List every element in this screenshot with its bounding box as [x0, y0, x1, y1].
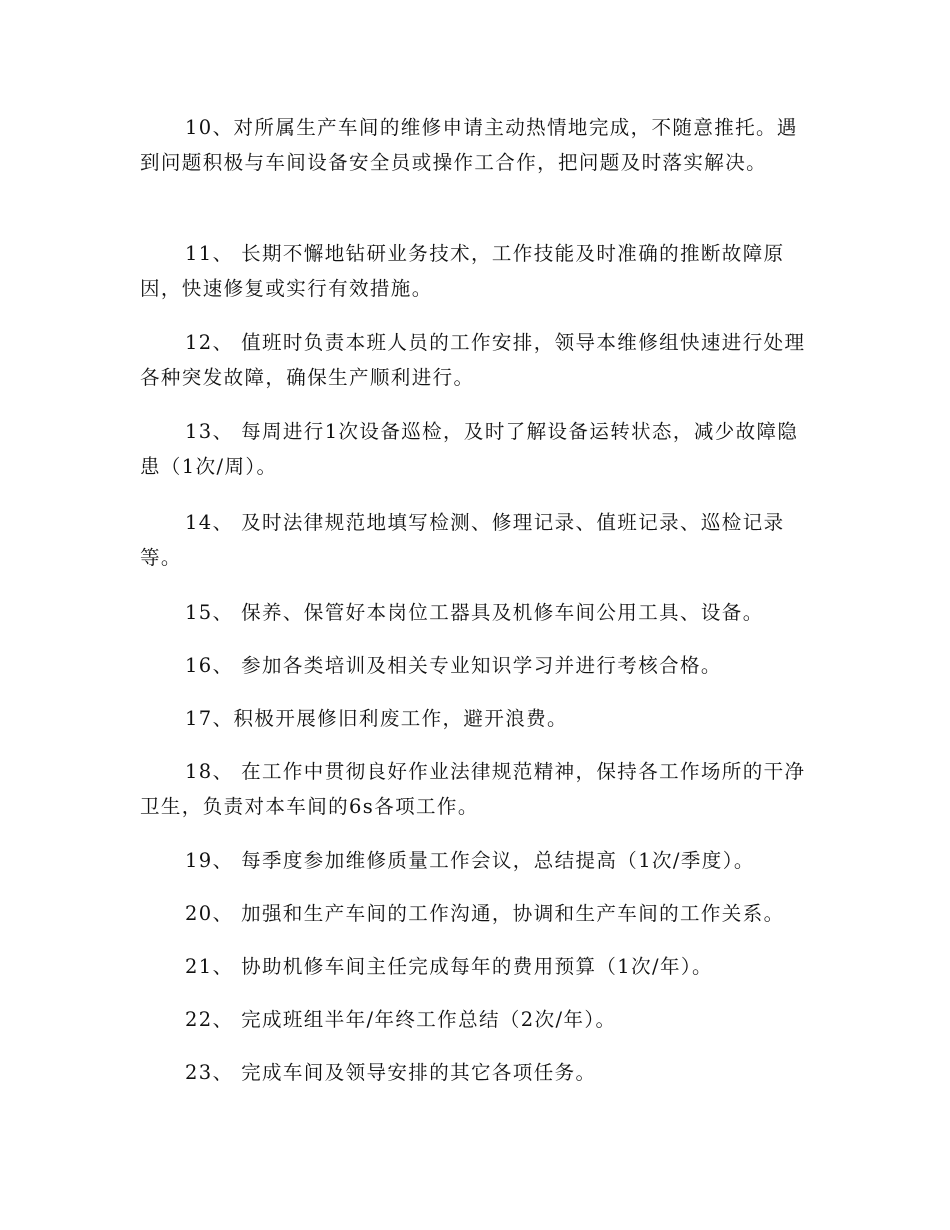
paragraph-item-17: 17、积极开展修旧利废工作，避开浪费。 [185, 707, 568, 730]
paragraph-item-10: 10、对所属生产车间的维修申请主动热情地完成，不随意推托。遇到问题积极与车间设备安全员或操作工合作，把问题及时落实解决。 [140, 116, 798, 174]
paragraph-item-11: 11、 长期不懈地钻研业务技术，工作技能及时准确的推断故障原因，快速修复或实行有效措施。 [140, 242, 785, 300]
paragraph-item-23: 23、 完成车间及领导安排的其它各项任务。 [185, 1061, 597, 1084]
paragraph-item-21: 21、 协助机修车间主任完成每年的费用预算（1次/年）。 [185, 955, 713, 978]
paragraph-item-16: 16、 参加各类培训及相关专业知识学习并进行考核合格。 [185, 654, 722, 677]
paragraph-item-19: 19、 每季度参加维修质量工作会议，总结提高（1次/季度）。 [185, 849, 755, 872]
paragraph-item-12: 12、 值班时负责本班人员的工作安排，领导本维修组快速进行处理各种突发故障，确保生产顺利进行。 [140, 331, 806, 389]
paragraph-item-22: 22、 完成班组半年/年终工作总结（2次/年）。 [185, 1008, 617, 1031]
paragraph-item-13: 13、 每周进行1次设备巡检，及时了解设备运转状态，减少故障隐患（1次/周）。 [140, 420, 799, 478]
paragraph-item-14: 14、 及时法律规范地填写检测、修理记录、值班记录、巡检记录等。 [140, 511, 785, 569]
paragraph-item-15: 15、 保养、保管好本岗位工器具及机修车间公用工具、设备。 [185, 601, 764, 624]
paragraph-item-20: 20、 加强和生产车间的工作沟通，协调和生产车间的工作关系。 [185, 902, 785, 925]
paragraph-item-18: 18、 在工作中贯彻良好作业法律规范精神，保持各工作场所的干净卫生，负责对本车间的6s各项工作。 [140, 760, 806, 818]
